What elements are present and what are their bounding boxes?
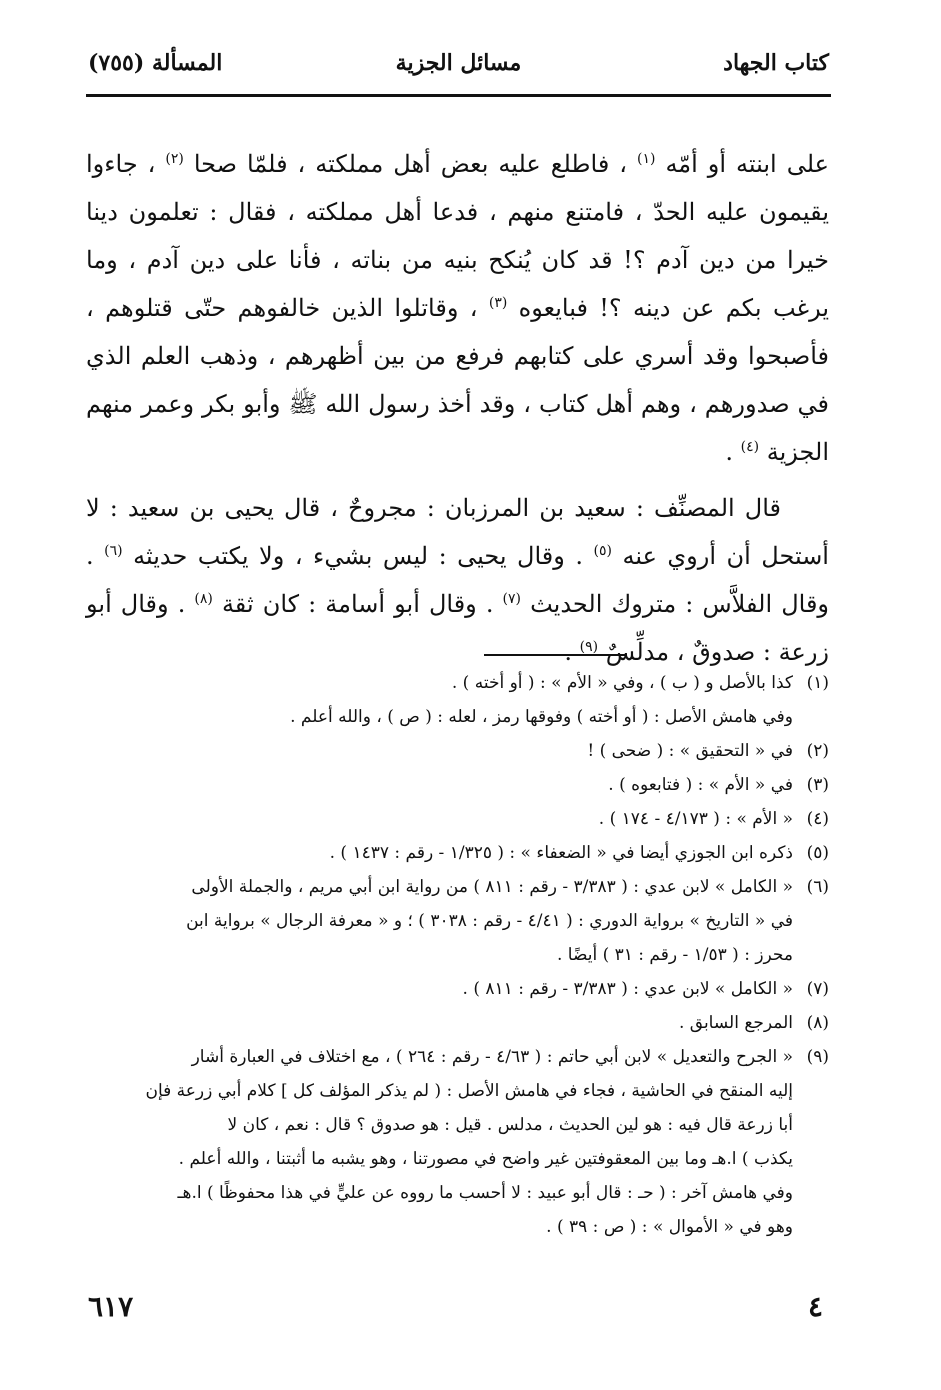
footnote-number: (١) bbox=[806, 673, 829, 693]
footnote-1 bbox=[86, 666, 829, 734]
footnote-line: كذا بالأصل و ( ب ) ، وفي « الأم » : ( أو أخته ) . bbox=[451, 673, 793, 693]
main-text bbox=[86, 140, 829, 676]
paragraph-text: . bbox=[564, 638, 580, 666]
footnote-line: في « التاريخ » برواية الدوري : ( ٤/٤١ - رقم : ٣٠٣٨ ) ؛ و « معرفة الرجال » برواية ابن bbox=[186, 911, 793, 931]
paragraph-text: . bbox=[725, 438, 741, 466]
footnote-line: « الأم » : ( ٤/١٧٣ - ١٧٤ ) . bbox=[598, 809, 793, 829]
footnote-line: المرجع السابق . bbox=[678, 1013, 793, 1033]
footnote-line: وهو في « الأموال » : ( ص : ٣٩ ) . bbox=[546, 1217, 793, 1237]
footnote-line: وفي هامش آخر : ( حـ : قال أبو عبيد : لا أحسب ما رووه عن عليٍّ في هذا محفوظًا ) ا.هـ bbox=[177, 1183, 793, 1203]
paragraph-text: ، وقاتلوا الذين خالفوهم حتّى قتلوهم ، فأصبحوا وقد أسري على كتابهم فرفع من بين أظهرهم ، وذهب العلم الذي في صدورهم ، وهم أهل كتاب ، وقد أخذ رسول الله ﷺ وأبو بكر وعمر منهم الجزية bbox=[86, 294, 829, 466]
paragraph-text: ، جاءوا يقيمون عليه الحدّ ، فامتنع منهم ، فدعا أهل مملكته ، فقال : تعلمون دينا خيرا من دين آدم ؟! قد كان يُنكح بنيه من بناته ، فأنا على دين آدم ، وما يرغب بكم عن دينه ؟! فبايعوه bbox=[86, 150, 829, 322]
footnote-number: (٥) bbox=[806, 843, 829, 863]
paragraph-text: قال المصنِّف : سعيد بن المرزبان : مجروحٌ ، قال يحيى بن سعيد : لا أستحل أن أروي عنه bbox=[86, 494, 829, 570]
paragraph-2 bbox=[86, 484, 829, 676]
paragraph-text: . وقال يحيى : ليس بشيء ، ولا يكتب حديثه bbox=[133, 542, 594, 570]
header-book-title: كتاب الجهاد bbox=[723, 50, 829, 76]
footnote-separator bbox=[484, 654, 626, 656]
header-issue-number: المسألة (٧٥٥) bbox=[88, 50, 223, 76]
footnote-5 bbox=[86, 836, 829, 870]
footnote-line: في « التحقيق » : ( ضحى ) ! bbox=[587, 741, 793, 761]
footnote-marker: (٣) bbox=[488, 295, 508, 311]
header-divider bbox=[86, 94, 831, 97]
footnote-number: (٦) bbox=[806, 877, 829, 897]
footnote-number: (٢) bbox=[806, 741, 829, 761]
footnote-6 bbox=[86, 870, 829, 972]
footnote-3 bbox=[86, 768, 829, 802]
paragraph-text: على ابنته أو أمّه bbox=[665, 150, 829, 178]
paragraph-text: . وقال أبو أسامة : كان ثقة bbox=[221, 590, 503, 618]
footnote-line: محرز : ( ١/٥٣ - رقم : ٣١ ) أيضًا . bbox=[556, 945, 793, 965]
footnote-number: (٩) bbox=[806, 1047, 829, 1067]
footnote-line: أبا زرعة قال فيه : هو لين الحديث ، مدلس . قيل : هو صدوق ؟ قال : نعم ، كان لا bbox=[227, 1115, 793, 1135]
footnote-4 bbox=[86, 802, 829, 836]
footnote-marker: (٢) bbox=[165, 151, 184, 167]
footnote-line: ذكره ابن الجوزي أيضا في « الضعفاء » : ( ١/٣٢٥ - رقم : ١٤٣٧ ) . bbox=[329, 843, 793, 863]
header-chapter-title: مسائل الجزية bbox=[395, 50, 522, 76]
paragraph-1 bbox=[86, 140, 829, 476]
paragraph-text: . وقال أبو زرعة : صدوقٌ ، مدلِّسٌ bbox=[86, 590, 829, 666]
footnote-line: وفي هامش الأصل : ( أو أخته ) وفوقها رمز ، لعله : ( ص ) ، والله أعلم . bbox=[290, 707, 793, 727]
footnote-line: « الكامل » لابن عدي : ( ٣/٣٨٣ - رقم : ٨١١ ) من رواية ابن أبي مريم ، والجملة الأولى bbox=[191, 877, 793, 897]
footnote-number: (٤) bbox=[806, 809, 829, 829]
footnote-line: إليه المنقح في الحاشية ، فجاء في هامش الأصل : ( لم يذكر المؤلف كل ] كلام أبي زرعة فإن bbox=[145, 1081, 793, 1101]
footnotes bbox=[86, 666, 829, 1244]
footnote-7 bbox=[86, 972, 829, 1006]
footnote-number: (٣) bbox=[806, 775, 829, 795]
footnote-marker: (٥) bbox=[593, 543, 612, 559]
footnote-number: (٨) bbox=[806, 1013, 829, 1033]
footnote-marker: (٧) bbox=[502, 591, 521, 607]
footnote-number: (٧) bbox=[806, 979, 829, 999]
footnote-8 bbox=[86, 1006, 829, 1040]
paragraph-text: . وقال الفلاَّس : متروك الحديث bbox=[86, 542, 829, 618]
footnote-line: « الكامل » لابن عدي : ( ٣/٣٨٣ - رقم : ٨١١ ) . bbox=[462, 979, 793, 999]
footnote-marker: (٨) bbox=[194, 591, 213, 607]
footnote-2 bbox=[86, 734, 829, 768]
page-number: ٦١٧ bbox=[88, 1290, 134, 1323]
running-header bbox=[88, 50, 829, 90]
footnote-line: « الجرح والتعديل » لابن أبي حاتم : ( ٤/٦٣ - رقم : ٢٦٤ ) ، مع اختلاف في العبارة أشار bbox=[191, 1047, 793, 1067]
footnote-marker: (٤) bbox=[740, 439, 760, 455]
footnote-marker: (٩) bbox=[579, 639, 599, 655]
paragraph-text: ، فاطلع عليه بعض أهل مملكته ، فلمّا صحا bbox=[193, 150, 637, 178]
footnote-line: يكذب ) ا.هـ وما بين المعقوفتين غير واضح في مصورتنا ، وهو يشبه ما أثبتنا ، والله أعلم . bbox=[178, 1149, 793, 1169]
footnote-marker: (١) bbox=[637, 151, 656, 167]
signature-mark: ٤ bbox=[807, 1290, 823, 1323]
footnote-line: في « الأم » : ( فتابعوه ) . bbox=[608, 775, 793, 795]
footnote-marker: (٦) bbox=[104, 543, 123, 559]
footnote-9 bbox=[86, 1040, 829, 1244]
